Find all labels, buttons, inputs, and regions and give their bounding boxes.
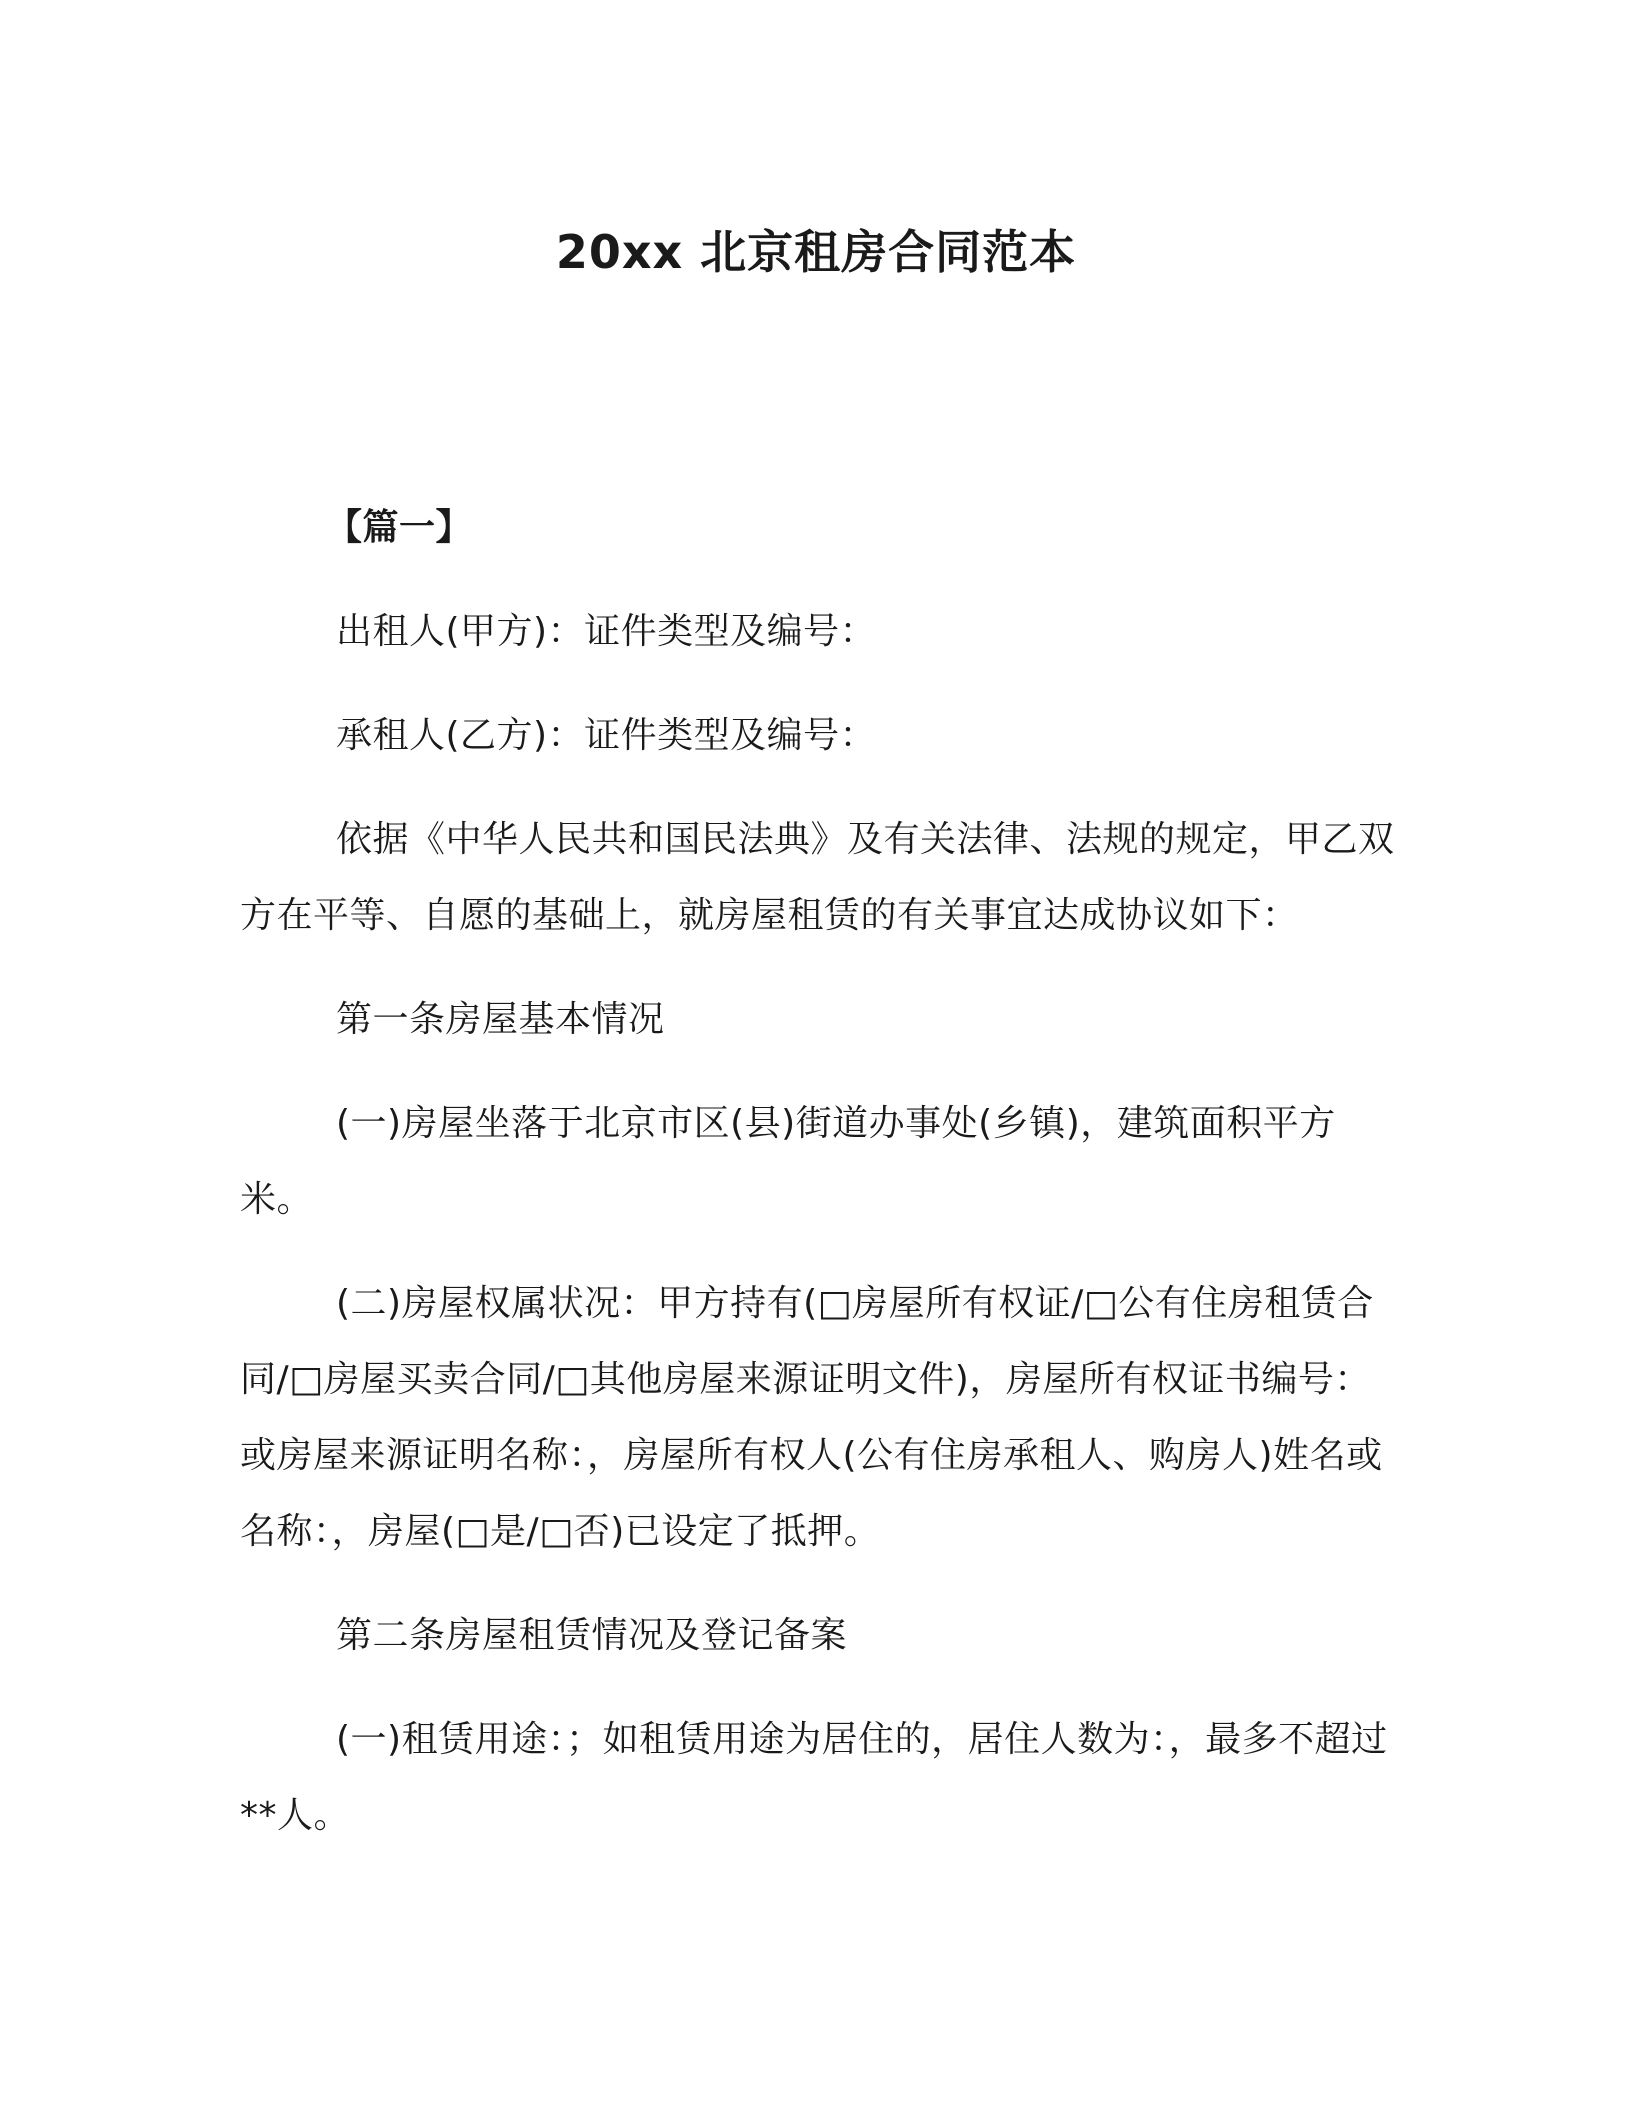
document-body xyxy=(240,490,1400,1882)
lessee-line: 承租人(乙方)：证件类型及编号： xyxy=(336,715,877,756)
document-title: 20xx 北京租房合同范本 xyxy=(555,225,1077,279)
section-heading-part-one: 【篇一】 xyxy=(326,507,473,548)
ownership-status-clause: (二)房屋权属状况：甲方持有(□房屋所有权证/□公有住房租赁合同/□房屋买卖合同/□其他房屋来源证明文件)，房屋所有权证书编号：或房屋来源证明名称：，房屋所有权人(公有住房承租人、购房人)姓名或名称：，房屋(□是/□否)已设定了抵押。 xyxy=(240,1283,1383,1552)
legal-basis-paragraph: 依据《中华人民共和国民法典》及有关法律、法规的规定，甲乙双方在平等、自愿的基础上，就房屋租赁的有关事宜达成协议如下： xyxy=(240,819,1395,936)
article-two-heading: 第二条房屋租赁情况及登记备案 xyxy=(336,1615,848,1656)
article-one-heading: 第一条房屋基本情况 xyxy=(336,999,665,1040)
lease-purpose-clause: (一)租赁用途：；如租赁用途为居住的，居住人数为：，最多不超过**人。 xyxy=(240,1719,1388,1836)
house-location-clause: (一)房屋坐落于北京市区(县)街道办事处(乡镇)，建筑面积平方米。 xyxy=(240,1103,1336,1220)
lessor-line: 出租人(甲方)：证件类型及编号： xyxy=(336,611,877,652)
